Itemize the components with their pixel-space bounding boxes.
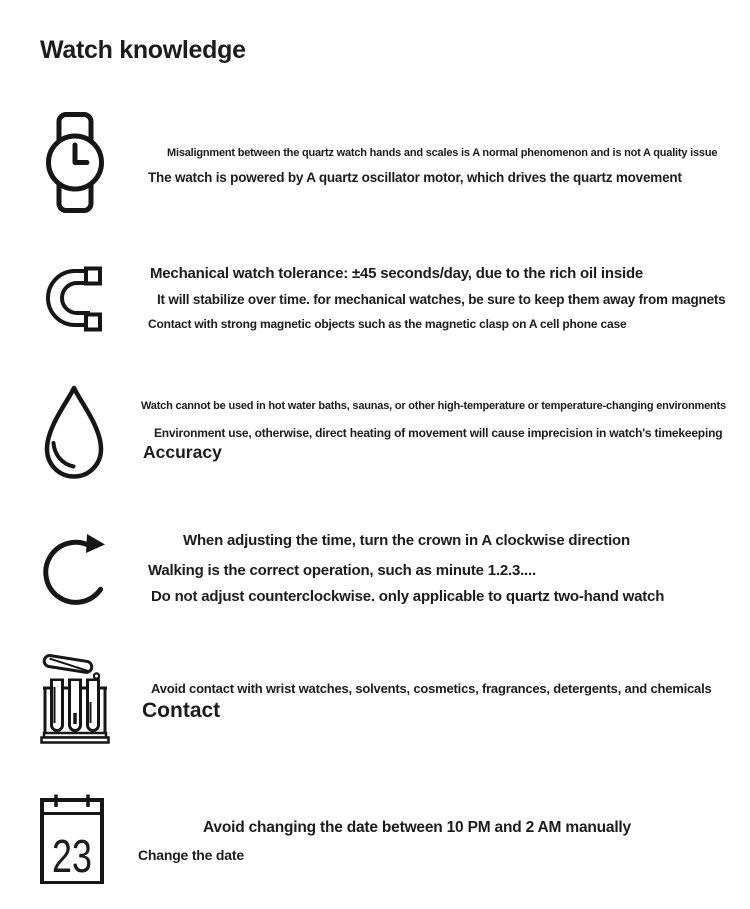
chemicals-avoid-line: Avoid contact with wrist watches, solvents, cosmetics, fragrances, detergents, and chemicals bbox=[151, 681, 712, 696]
magnet-icon bbox=[42, 266, 106, 332]
temperature-env-line: Environment use, otherwise, direct heating of movement will cause imprecision in watch's timekeeping bbox=[154, 426, 723, 440]
page-title: Watch knowledge bbox=[40, 36, 246, 64]
magnet-contact-line: Contact with strong magnetic objects such as the magnetic clasp on A cell phone case bbox=[148, 317, 627, 331]
crown-warning-line: Do not adjust counterclockwise. only applicable to quartz two-hand watch bbox=[151, 588, 665, 605]
arrowhead bbox=[86, 534, 105, 553]
calendar-icon bbox=[40, 794, 104, 884]
temperature-note-line: Watch cannot be used in hot water baths, saunas, or other high-temperature or temperature-changing environments bbox=[141, 400, 726, 412]
date-avoid-line: Avoid changing the date between 10 PM and 2 AM manually bbox=[203, 819, 631, 836]
magnet-stabilize-line: It will stabilize over time. for mechanical watches, be sure to keep them away from magnets bbox=[157, 292, 726, 307]
test-tubes-icon bbox=[40, 650, 110, 745]
magnet-tolerance-line: Mechanical watch tolerance: ±45 seconds/day, due to the rich oil inside bbox=[150, 265, 644, 282]
wristwatch-icon bbox=[46, 112, 104, 213]
quartz-note-line: Misalignment between the quartz watch hands and scales is A normal phenomenon and is not A quality issue bbox=[167, 147, 718, 159]
accuracy-label: Accuracy bbox=[143, 442, 222, 462]
calendar-day: 23 bbox=[52, 830, 92, 883]
crown-clockwise-line: When adjusting the time, turn the crown in A clockwise direction bbox=[183, 532, 630, 549]
crown-walking-line: Walking is the correct operation, such as minute 1.2.3.... bbox=[148, 562, 536, 579]
date-change-label: Change the date bbox=[138, 847, 244, 863]
contact-label: Contact bbox=[142, 699, 221, 722]
water-drop-icon bbox=[40, 384, 108, 484]
quartz-main-line: The watch is powered by A quartz oscillator motor, which drives the quartz movement bbox=[148, 170, 682, 185]
rotate-clockwise-icon bbox=[42, 526, 114, 608]
